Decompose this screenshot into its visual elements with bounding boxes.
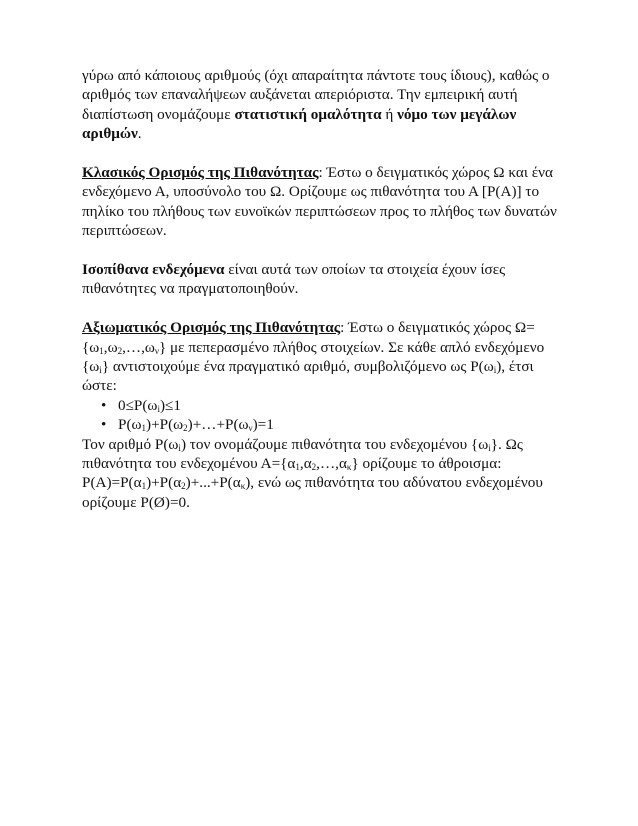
subscript: 2 — [181, 481, 186, 492]
subscript: 1 — [141, 423, 147, 434]
subscript: i — [493, 365, 497, 376]
axiom-text: )+P(ω — [146, 416, 184, 434]
definition-text: )+P(α — [146, 474, 182, 492]
subscript: 1 — [141, 481, 147, 492]
paragraph-statistical-regularity — [82, 66, 562, 144]
subscript: 1 — [295, 462, 300, 473]
term-law-of-large-numbers: νόμο των μεγάλων αριθμών — [82, 105, 517, 143]
heading-classical-definition: Κλασικός Ορισμός της Πιθανότητας — [82, 164, 319, 182]
heading-axiomatic-definition: Αξιωματικός Ορισμός της Πιθανότητας — [82, 319, 341, 337]
subscript: i — [178, 442, 181, 453]
subscript: κ — [240, 481, 246, 492]
axiomatic-text: ), έτσι ώστε: — [82, 358, 534, 395]
definition-text: } ορίζουμε το άθροισμα: P(A)=P(α — [82, 455, 502, 492]
para1-end: . — [137, 125, 142, 143]
equiprobable-text: είναι αυτά των οποίων τα στοιχεία έχουν ίσες πιθανότητες να πραγματοποιηθούν. — [82, 261, 506, 298]
subscript: 2 — [311, 462, 317, 473]
axioms-list — [82, 396, 562, 435]
axiom-text: )≤1 — [159, 396, 181, 414]
axiomatic-text: } με πεπερασμένο πλήθος στοιχείων. Σε κάθε απλό ενδεχόμενο {ω — [82, 338, 545, 376]
subscript: 2 — [117, 345, 123, 356]
paragraph-equiprobable — [82, 260, 562, 299]
axiomatic-text: } αντιστοιχούμε ένα πραγματικό αριθμό, συμβολιζόμενο ως P(ω — [101, 358, 494, 376]
bullet-icon: • — [101, 396, 107, 414]
subscript: i — [488, 442, 491, 453]
axiomatic-text: ,ω — [103, 338, 118, 356]
document-page — [82, 66, 562, 512]
para1-mid: ή — [381, 105, 398, 123]
list-item-axiom-2 — [82, 415, 562, 434]
axiomatic-text: ,…,ω — [122, 338, 155, 356]
list-item-axiom-1 — [82, 396, 562, 415]
para1-text: γύρω από κάποιους αριθμούς (όχι απαραίτητα πάντοτε τους ίδιους), καθώς ο αριθμός των επαναλήψεων αυξάνεται απεριόριστα. Την εμπειρική αυτή διαπίστωση ονομάζουμε — [82, 67, 550, 123]
subscript: 2 — [183, 423, 188, 434]
definition-text: }. Ως πιθανότητα του ενδεχομένου Α={α — [82, 435, 523, 473]
axiom-text: P(ω — [118, 416, 142, 434]
bullet-icon: • — [101, 416, 107, 434]
subscript: ν — [248, 423, 253, 434]
axiom-text: )=1 — [252, 416, 274, 434]
term-equiprobable-events: Ισοπίθανα ενδεχόμενα — [82, 261, 225, 279]
paragraph-classical-definition — [82, 163, 562, 241]
axiom-text: )+…+P(ω — [187, 416, 249, 434]
axiomatic-text: Έστω ο δειγματικός χώρος Ω={ω — [82, 319, 535, 356]
paragraph-axiomatic-definition — [82, 318, 562, 396]
axiom-text: 0≤P(ω — [118, 396, 158, 414]
axiomatic-colon: : — [340, 319, 345, 337]
subscript: i — [99, 365, 102, 376]
subscript: ν — [154, 345, 159, 356]
classical-text: Έστω ο δειγματικός χώρος Ω και ένα ενδεχόμενο Α, υποσύνολο του Ω. Ορίζουμε ως πιθανότητα του Α [P(A)] το πηλίκο του πλήθους των ευνοϊκών περιπτώσεων προς το πλήθος των δυνατών περιπτώσεων. — [82, 164, 557, 240]
definition-text: ,α — [299, 455, 312, 473]
classical-colon: : — [318, 164, 323, 182]
subscript: i — [157, 403, 160, 414]
definition-text: ,…,α — [316, 455, 347, 473]
definition-text: )+...+P(α — [185, 474, 241, 492]
definition-text: ) τον ονομάζουμε πιθανότητα του ενδεχομένου {ω — [180, 435, 489, 453]
paragraph-probability-of-event — [82, 435, 562, 513]
term-statistical-regularity: στατιστική ομαλότητα — [234, 105, 382, 123]
subscript: κ — [346, 462, 352, 473]
definition-text: Τον αριθμό P(ω — [82, 435, 179, 453]
subscript: 1 — [99, 345, 104, 356]
definition-text: ), ενώ ως πιθανότητα του αδύνατου ενδεχομένου ορίζουμε P(Ø)=0. — [82, 474, 543, 511]
